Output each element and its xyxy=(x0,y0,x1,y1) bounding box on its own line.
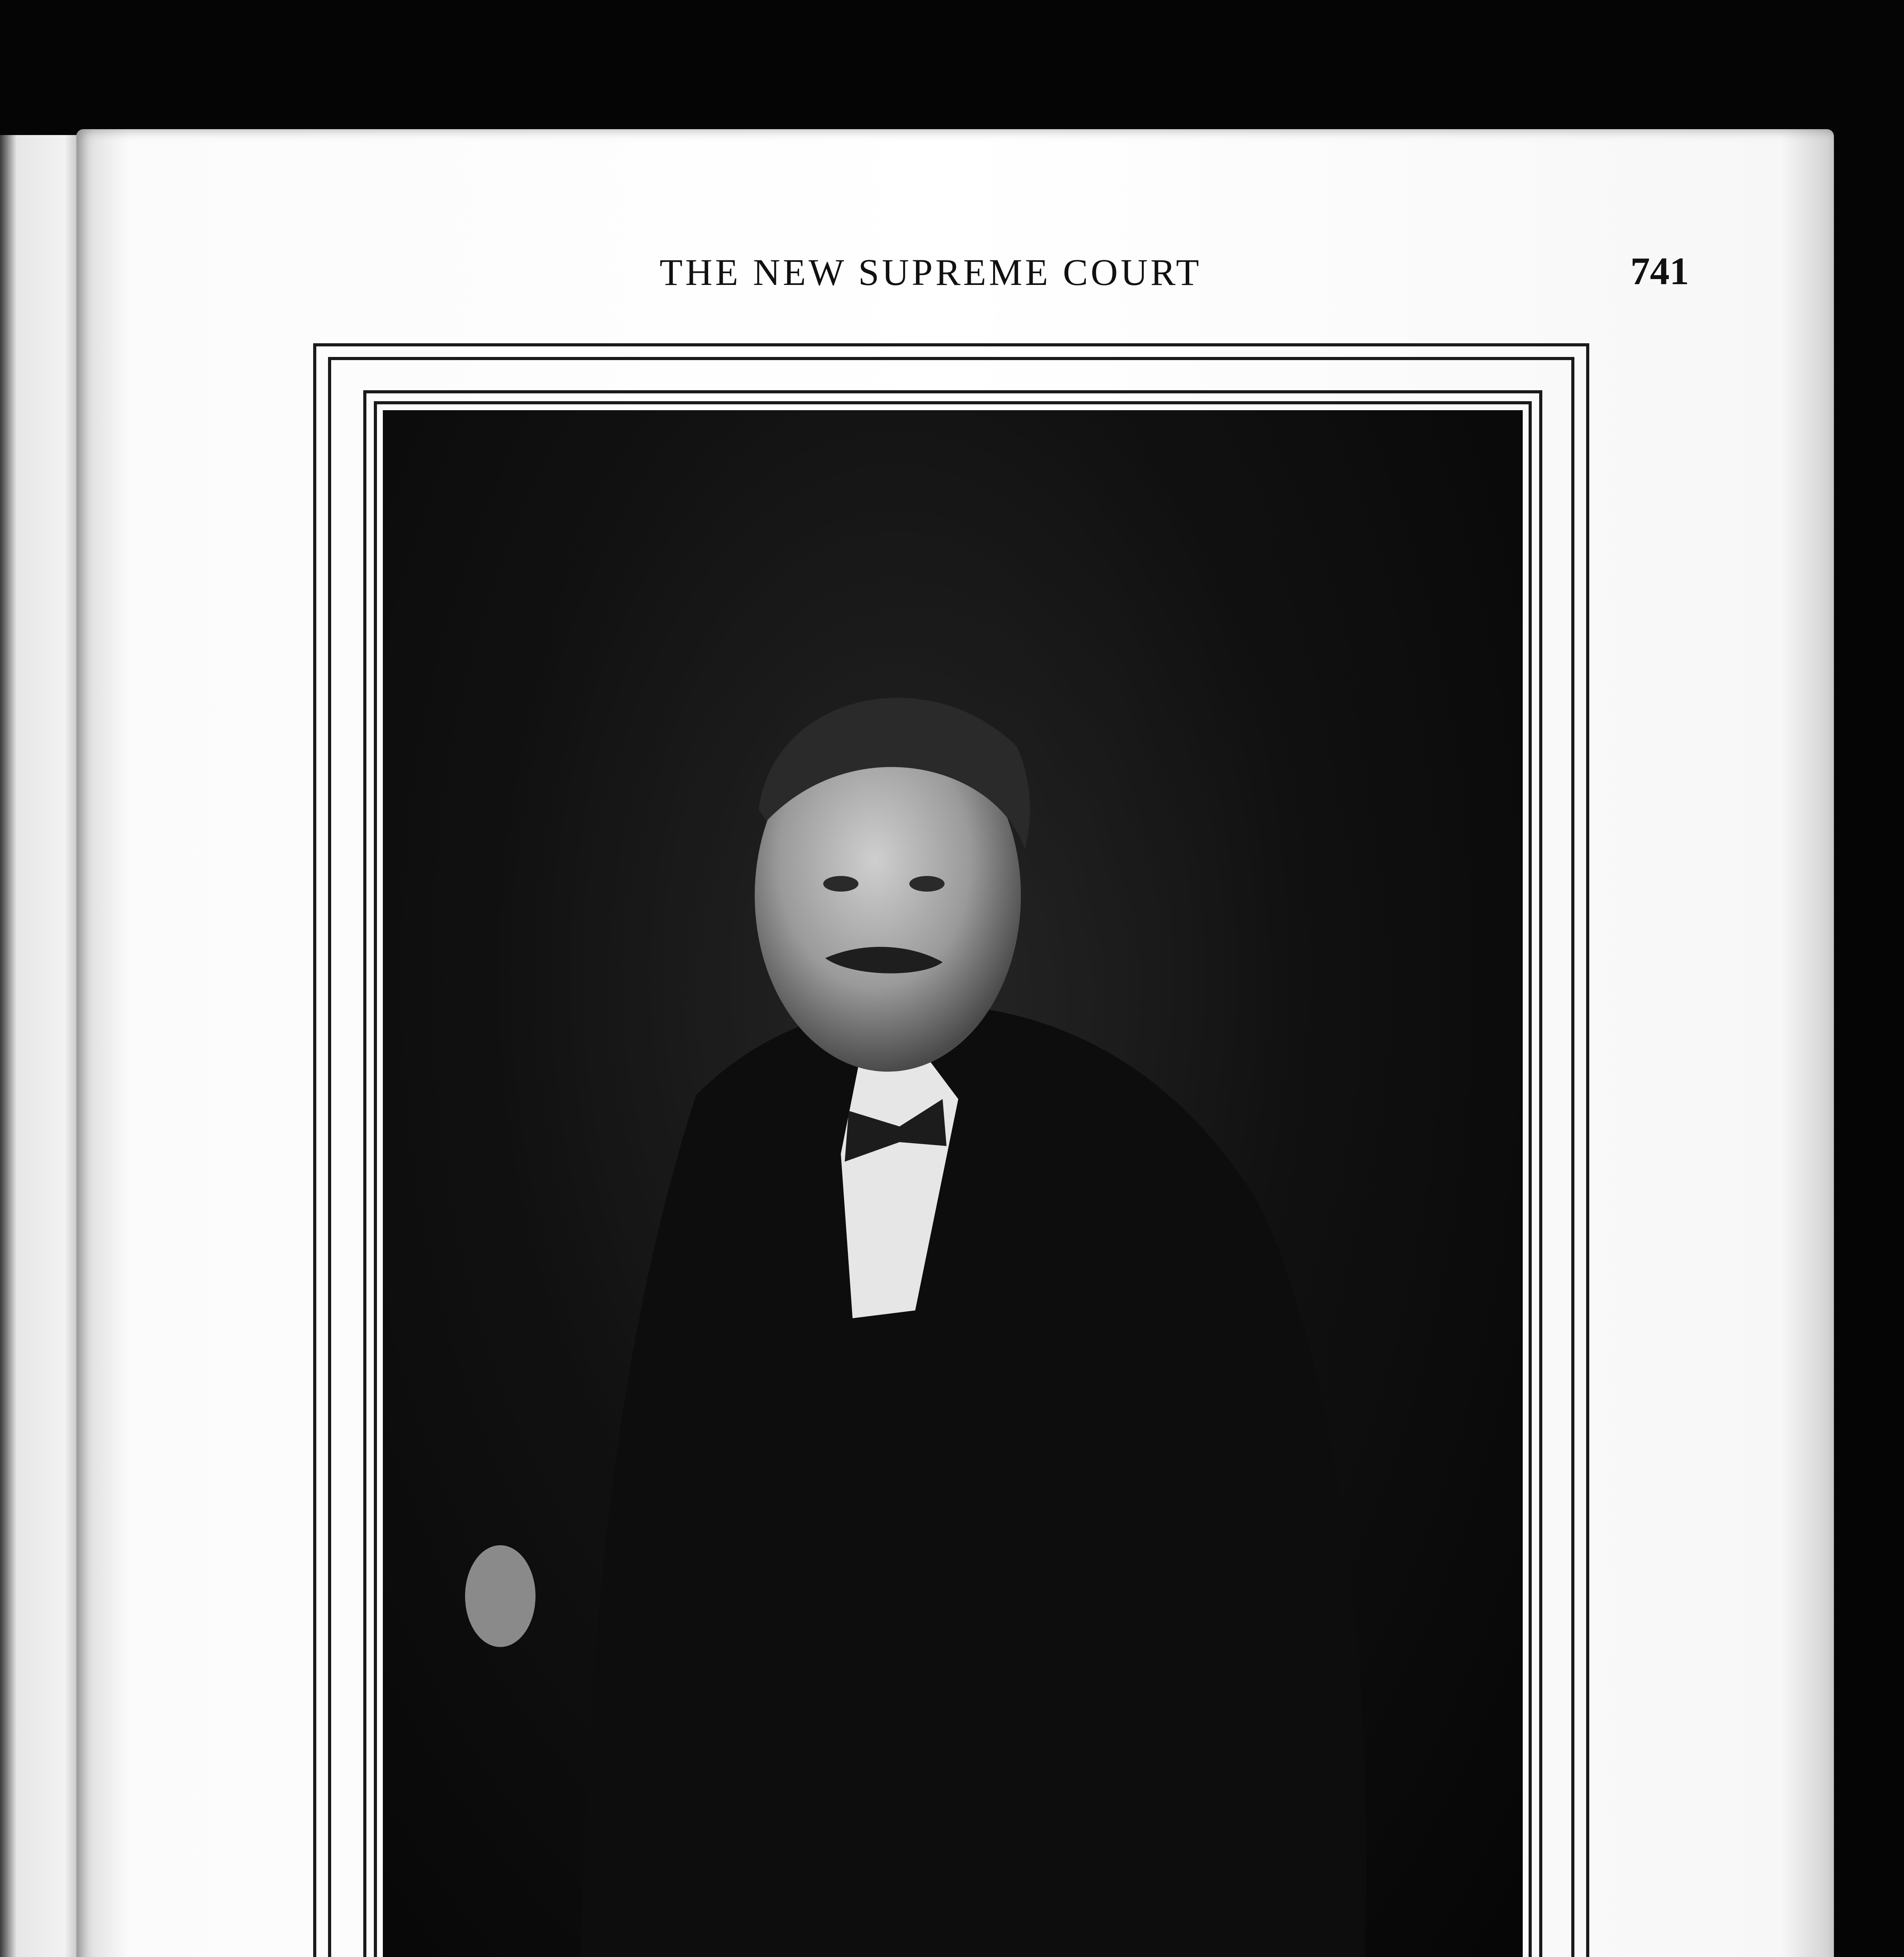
running-head: THE NEW SUPREME COURT xyxy=(660,251,1202,293)
page-number: 741 xyxy=(1630,249,1689,293)
portrait-figure-image xyxy=(383,410,1523,1957)
portrait-photograph xyxy=(383,410,1523,1957)
